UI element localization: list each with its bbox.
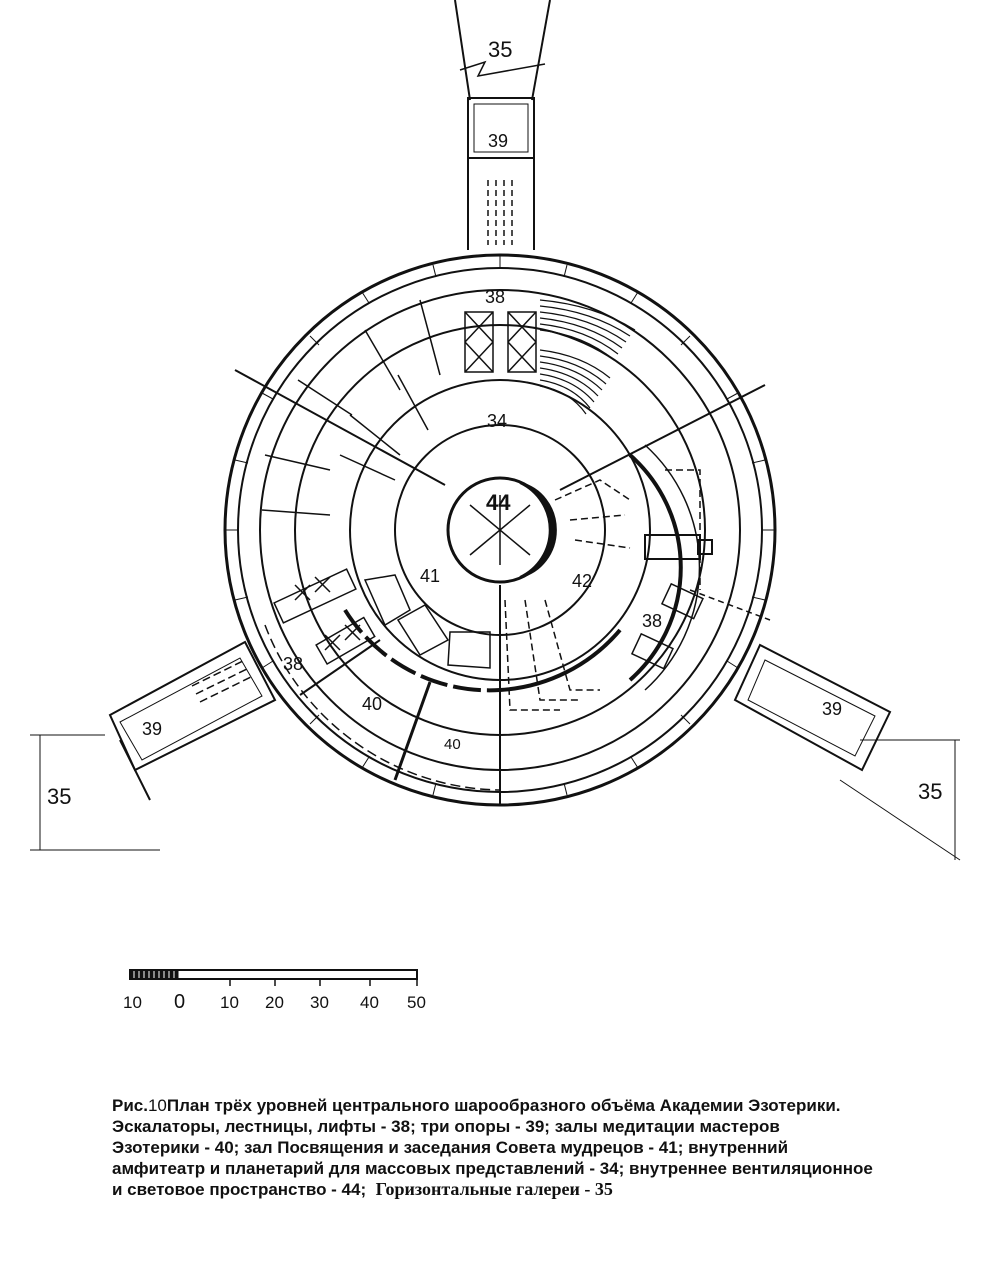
label-support-top: 39 bbox=[488, 131, 509, 151]
label-gallery-top: 35 bbox=[488, 37, 513, 62]
scale-bar bbox=[120, 960, 440, 1030]
caption-line-5-sep: ; bbox=[360, 1180, 367, 1199]
caption-prefix: Рис. bbox=[112, 1096, 148, 1115]
top-escalators bbox=[465, 312, 536, 372]
scale-tick-label: 20 bbox=[265, 993, 284, 1012]
scale-tick-label: 40 bbox=[360, 993, 379, 1012]
scale-tick-label: 10 bbox=[220, 993, 239, 1012]
amphitheatre-rows bbox=[540, 300, 635, 414]
caption-number: 10 bbox=[147, 1096, 167, 1115]
scale-tick-label: 0 bbox=[174, 991, 186, 1013]
label-gallery-left: 35 bbox=[47, 784, 72, 809]
right-support bbox=[735, 645, 960, 860]
caption-line-4: амфитеатр и планетарий для массовых представлений - 34; внутреннее вентиляционное bbox=[112, 1159, 873, 1178]
council-hall-chambers bbox=[345, 575, 620, 780]
scale-tick-label: 10 bbox=[123, 993, 142, 1012]
planetarium-stage bbox=[505, 445, 770, 710]
label-support-right: 39 bbox=[822, 699, 843, 719]
label-meditation-hall-a: 40 bbox=[362, 694, 383, 714]
label-meditation-hall-b: 40 bbox=[444, 736, 461, 753]
caption-line-5-text: и световое пространство - 44 bbox=[112, 1180, 361, 1199]
scale-tick-label: 30 bbox=[310, 993, 329, 1012]
light-shaft-shadow bbox=[520, 483, 556, 577]
label-council-hall: 41 bbox=[420, 566, 441, 586]
caption-title: План трёх уровней центрального шарообразного объёма Академии Эзотерики. bbox=[166, 1096, 841, 1115]
label-escalator-top: 38 bbox=[485, 287, 506, 307]
label-support-left: 39 bbox=[142, 719, 163, 739]
label-gallery-right: 35 bbox=[918, 779, 943, 804]
label-planetarium: 42 bbox=[572, 571, 593, 591]
figure-caption bbox=[112, 1095, 912, 1200]
caption-line-5-tail: Горизонтальные галереи - 35 bbox=[375, 1179, 613, 1199]
caption-line-1 bbox=[112, 1095, 912, 1116]
label-escalator-right: 38 bbox=[642, 611, 663, 631]
caption-line-3: Эзотерики - 40; зал Посвящения и заседания Совета мудрецов - 41; внутренний bbox=[112, 1138, 789, 1157]
scale-tick-label: 50 bbox=[407, 993, 426, 1012]
caption-line-5 bbox=[112, 1179, 912, 1200]
caption-line-2: Эскалаторы, лестницы, лифты - 38; три опоры - 39; залы медитации мастеров bbox=[112, 1117, 780, 1136]
label-escalator-left: 38 bbox=[283, 654, 304, 674]
left-support bbox=[30, 642, 275, 850]
label-light-shaft: 44 bbox=[486, 490, 511, 515]
label-amphitheatre: 34 bbox=[487, 411, 508, 431]
